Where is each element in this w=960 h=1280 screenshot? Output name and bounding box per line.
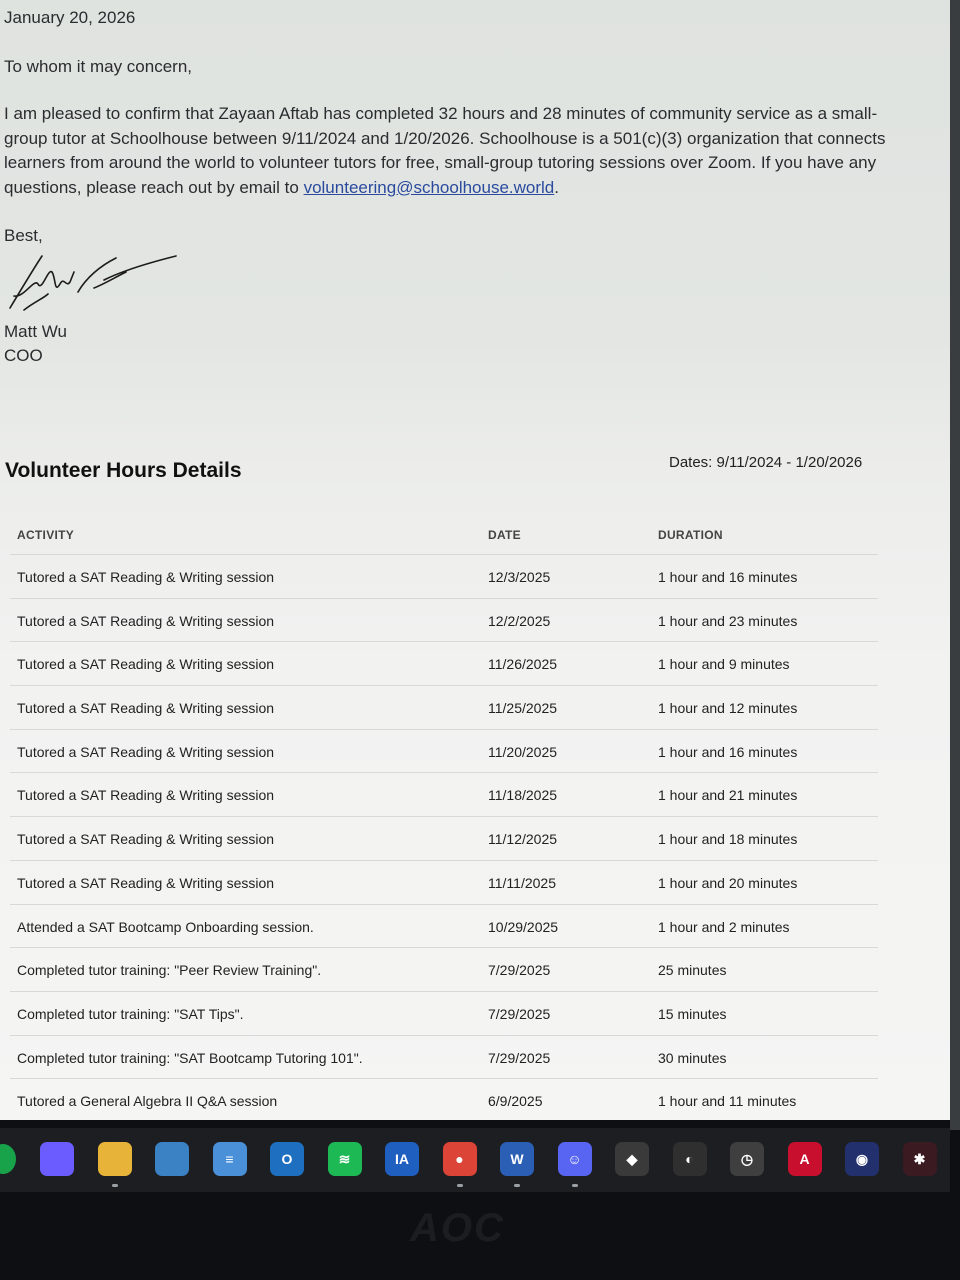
table-row [10, 772, 878, 816]
duration-cell: 1 hour and 2 minutes [658, 918, 790, 935]
activity-cell: Tutored a SAT Reading & Writing session [17, 700, 275, 717]
table-row [10, 554, 878, 598]
duration-cell: 25 minutes [658, 962, 727, 979]
table-row [10, 991, 878, 1035]
date-cell: 11/12/2025 [488, 831, 558, 848]
date-cell: 12/3/2025 [488, 569, 551, 585]
column-header-activity: ACTIVITY [17, 528, 75, 542]
taskbar [0, 1128, 950, 1192]
unity-icon[interactable]: ◆ [615, 1142, 649, 1176]
date-cell: 12/2/2025 [488, 612, 551, 629]
column-header-duration: DURATION [658, 528, 723, 542]
duration-cell: 1 hour and 11 minutes [658, 1093, 797, 1110]
duration-cell: 1 hour and 20 minutes [658, 874, 798, 891]
activity-cell: Tutored a SAT Reading & Writing session [17, 743, 275, 760]
file-explorer-icon[interactable] [98, 1142, 132, 1176]
table-row [10, 641, 878, 685]
table-body [10, 554, 878, 1120]
table-header [10, 520, 878, 554]
column-header-date: DATE [488, 528, 521, 542]
acrobat-icon[interactable]: A [788, 1142, 822, 1176]
signer-title: COO [4, 346, 43, 365]
duration-cell: 1 hour and 21 minutes [658, 787, 798, 804]
app-circle-icon[interactable]: ◉ [845, 1142, 879, 1176]
date-cell: 7/29/2025 [488, 1005, 551, 1022]
date-cell: 11/18/2025 [488, 787, 558, 804]
signature-image [4, 248, 184, 320]
volunteer-hours-title: Volunteer Hours Details [5, 459, 242, 482]
spotify-icon[interactable]: ≋ [328, 1142, 362, 1176]
activity-cell: Tutored a SAT Reading & Writing session [17, 787, 275, 804]
app-active-icon[interactable]: ✱ [903, 1142, 937, 1176]
date-cell: 10/29/2025 [488, 918, 559, 935]
date-cell: 7/29/2025 [488, 1049, 551, 1066]
date-cell: 7/29/2025 [488, 962, 551, 979]
activity-cell: Tutored a SAT Reading & Writing session [17, 874, 275, 891]
microsoft-store-icon[interactable] [155, 1142, 189, 1176]
activity-cell: Completed tutor training: "SAT Bootcamp Tutoring 101". [17, 1049, 363, 1066]
chrome-icon[interactable]: ● [443, 1142, 477, 1176]
table-row [10, 904, 878, 948]
table-row [10, 729, 878, 773]
table-row [10, 860, 878, 904]
dates-range: Dates: 9/11/2024 - 1/20/2026 [669, 454, 863, 471]
notepad-icon[interactable]: ≡ [213, 1142, 247, 1176]
duration-cell: 30 minutes [658, 1049, 727, 1066]
activity-cell: Completed tutor training: "SAT Tips". [17, 1005, 244, 1022]
duration-cell: 1 hour and 16 minutes [658, 743, 798, 760]
volunteer-hours-table [10, 520, 878, 1120]
email-link[interactable]: volunteering@schoolhouse.world [303, 177, 555, 197]
table-row [10, 598, 878, 642]
letter-body [4, 102, 889, 200]
duration-cell: 1 hour and 16 minutes [658, 569, 798, 585]
date-cell: 6/9/2025 [488, 1093, 543, 1110]
monitor-bezel [950, 0, 960, 1130]
activity-cell: Tutored a SAT Reading & Writing session [17, 612, 275, 629]
duration-cell: 1 hour and 18 minutes [658, 831, 798, 848]
date-cell: 11/25/2025 [488, 700, 558, 717]
discord-icon[interactable]: ☺ [558, 1142, 592, 1176]
letter-body-end: . [554, 177, 559, 197]
activity-cell: Tutored a SAT Reading & Writing session [17, 569, 275, 585]
table-row [10, 1035, 878, 1079]
outlook-icon[interactable]: O [270, 1142, 304, 1176]
letter-body-text: I am pleased to confirm that Zayaan Aftab has completed 32 hours and 28 minutes of community service as a small-group tutor at Schoolhouse between 9/11/2024 and 1/20/2026. Schoolhouse is a 501(c)(3) organization that connects learners from around the world to volunteer tutors for free, small-group tutoring sessions over Zoom. If you have any questions, please reach out by email to [4, 104, 886, 197]
activity-cell: Tutored a General Algebra II Q&A session [17, 1093, 278, 1110]
running-indicator [112, 1184, 118, 1187]
duration-cell: 1 hour and 23 minutes [658, 612, 798, 629]
running-indicator [514, 1184, 520, 1187]
letter-greeting: To whom it may concern, [4, 57, 193, 76]
date-cell: 11/26/2025 [488, 656, 558, 673]
activity-cell: Tutored a SAT Reading & Writing session [17, 831, 275, 848]
app-round-icon[interactable]: ◐ [673, 1142, 707, 1176]
table-row [10, 816, 878, 860]
clock-icon[interactable]: ◷ [730, 1142, 764, 1176]
letter-closing: Best, [4, 226, 43, 245]
app-ia-icon[interactable]: IA [385, 1142, 419, 1176]
letter-date: January 20, 2026 [4, 8, 136, 27]
activity-cell: Completed tutor training: "Peer Review Training". [17, 962, 322, 979]
running-indicator [457, 1184, 463, 1187]
date-cell: 11/11/2025 [488, 874, 556, 891]
start-edge-icon[interactable] [0, 1144, 16, 1174]
monitor-brand-logo: AOC [410, 1206, 505, 1250]
table-row [10, 1078, 878, 1120]
table-row [10, 685, 878, 729]
table-row [10, 947, 878, 991]
running-indicator [572, 1184, 578, 1187]
activity-cell: Tutored a SAT Reading & Writing session [17, 656, 275, 673]
duration-cell: 1 hour and 9 minutes [658, 656, 790, 673]
date-cell: 11/20/2025 [488, 743, 558, 760]
signer-name: Matt Wu [4, 322, 67, 341]
copilot-icon[interactable] [40, 1142, 74, 1176]
duration-cell: 1 hour and 12 minutes [658, 700, 798, 717]
duration-cell: 15 minutes [658, 1005, 727, 1022]
word-icon[interactable]: W [500, 1142, 534, 1176]
activity-cell: Attended a SAT Bootcamp Onboarding session. [17, 918, 314, 935]
